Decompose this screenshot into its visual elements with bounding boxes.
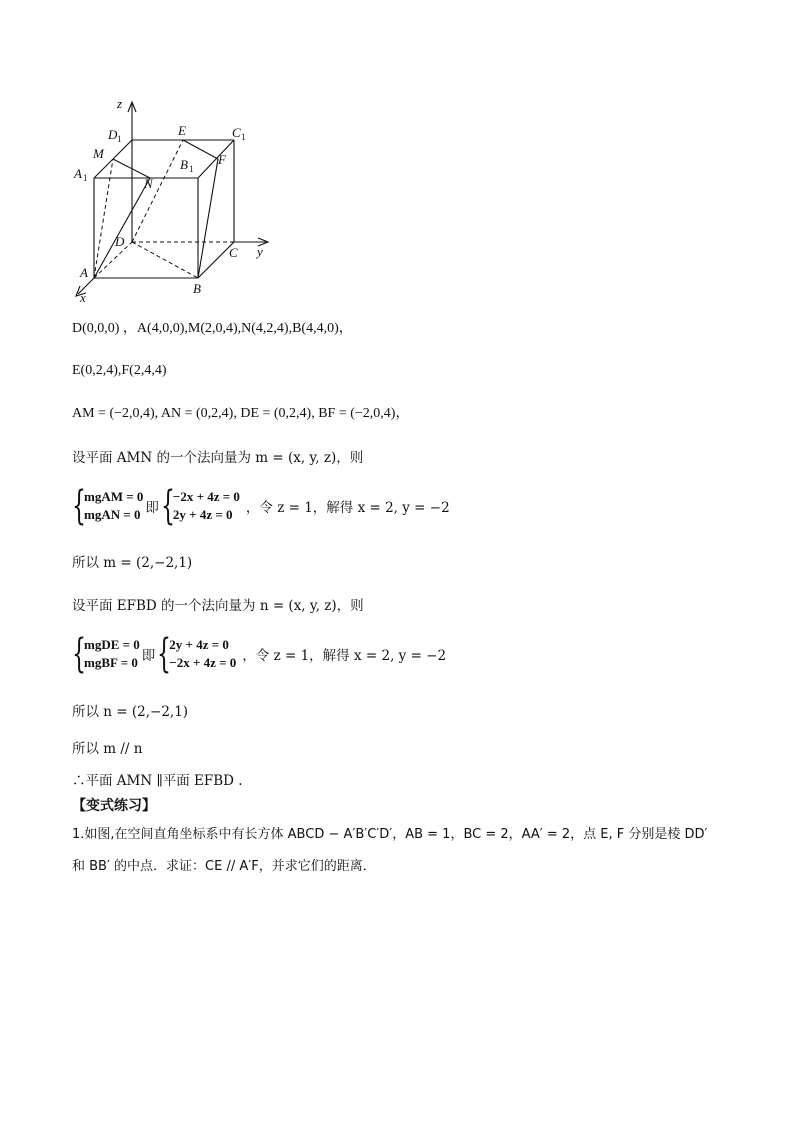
equation-system-m [72,483,450,529]
label-d1-sub: 1 [117,134,122,144]
label-a1: A [74,166,82,181]
label-c: C [229,245,238,260]
normal-m-result: 所以 m = (2,−2,1) [72,555,193,571]
exercise-1-line-1: 1.如图,在空间直角坐标系中有长方体 ABCD − A′B′C′D′，AB = 1，BC = 2，AA′ = 2，点 E, F 分别是棱 DD′ [72,827,708,842]
label-b1-sub: 1 [189,164,194,174]
label-d1: D [108,127,118,142]
segment-e-f [183,140,218,159]
normal-m-setup: 设平面 AMN 的一个法向量为 m = (x, y, z)，则 [72,450,364,466]
cuboid-figure [66,96,286,308]
system-n-row-1: mgDE = 0 [84,637,140,652]
normal-n-result: 所以 n = (2,−2,1) [72,704,189,720]
system-m-row-4: 2y + 4z = 0 [172,507,233,522]
system-n-solution: ，令 z = 1，解得 x = 2, y = −2 [242,648,447,664]
system-m-row-3: −2x + 4z = 0 [172,489,240,504]
label-x: x [80,290,86,305]
label-a1-sub: 1 [83,173,88,183]
label-f: F [218,152,226,167]
system-m-row-2: mgAN = 0 [84,507,141,522]
label-b: B [193,281,201,296]
segment-b-f [198,159,218,278]
left-brace: { [157,631,172,677]
label-z: z [117,96,123,111]
system-n-row-2: mgBF = 0 [84,655,138,670]
exercise-1-line-2: 和 BB′ 的中点．求证：CE // A′F，并求它们的距离． [72,859,376,874]
hidden-edge-a-d [94,242,132,278]
label-e: E [178,123,186,138]
left-brace: { [72,483,86,529]
system-m-row-1: mgAM = 0 [84,489,144,504]
label-m: M [93,146,104,161]
hidden-segment-d-b [132,242,198,278]
label-n: N [144,176,153,191]
coordinates-line-2: E(0,2,4),F(2,4,4) [72,363,167,378]
label-d: D [115,234,125,249]
label-a: A [80,265,88,280]
hidden-segment-d-e [132,140,183,242]
normal-n-setup: 设平面 EFBD 的一个法向量为 n = (x, y, z)，则 [72,598,364,614]
section-heading: 【变式练习】 [72,798,156,814]
vectors-line: AM = (−2,0,4), AN = (0,2,4), DE = (0,2,4), BF = (−2,0,4)， [72,406,410,421]
system-n-row-4: −2x + 4z = 0 [169,655,237,670]
system-m-equivalence: 即 [145,500,159,516]
label-b1: B [180,157,188,172]
label-y: y [257,244,263,259]
system-n-row-3: 2y + 4z = 0 [169,637,229,652]
system-n-equivalence: 即 [141,648,156,664]
label-c1-sub: 1 [241,132,246,142]
equation-system-n [72,631,447,677]
system-m-solution: ，令 z = 1，解得 x = 2, y = −2 [245,500,450,516]
left-brace: { [160,483,175,529]
parallel-statement: 所以 m // n [72,741,143,757]
coordinates-line-1: D(0,0,0) ，A(4,0,0),M(2,0,4),N(4,2,4),B(4,4,0)， [72,321,353,336]
conclusion-line: ∴平面 AMN ∥平面 EFBD . [72,773,243,789]
label-c1: C [232,125,241,140]
left-brace: { [72,631,86,677]
